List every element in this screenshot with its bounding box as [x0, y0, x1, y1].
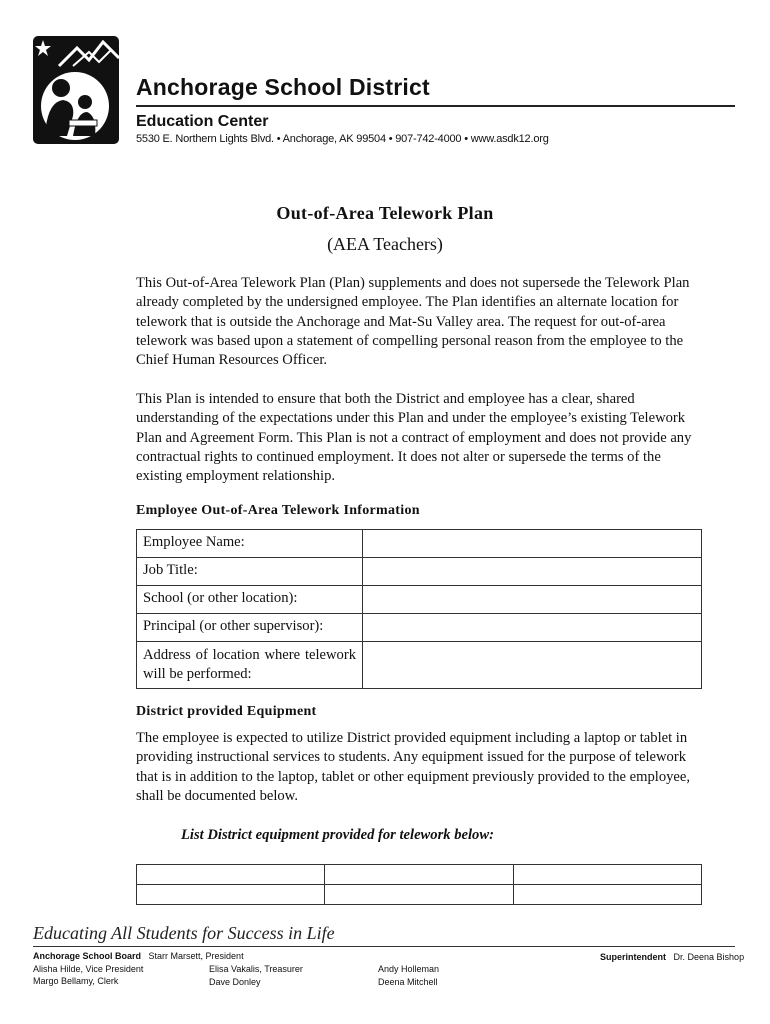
table-row: [137, 642, 702, 689]
org-name: Anchorage School District: [136, 74, 430, 100]
address-line: 5530 E. Northern Lights Blvd. • Anchorage, AK 99504 • 907-742-4000 • www.asdk12.org: [136, 133, 549, 145]
field-label: School (or other location):: [137, 586, 363, 614]
board-member: Dave Donley: [209, 977, 261, 987]
footer-divider: [33, 946, 735, 947]
board-member: Deena Mitchell: [378, 977, 438, 987]
intro-paragraph: This Out-of-Area Telework Plan (Plan) supplements and does not supersede the Telework Plan already completed by the undersigned employee. The Plan identifies an alternate location for telework that is outside the Anchorage and Mat-Su Valley area. The request for out-of-area telework was based upon a statement of compelling personal reason from the employee to the Chief Human Resources Officer.: [136, 275, 690, 369]
employee-name-field[interactable]: [363, 530, 702, 558]
equipment-cell[interactable]: [325, 865, 513, 885]
board-treasurer: Elisa Vakalis, Treasurer: [209, 964, 303, 974]
telework-address-field[interactable]: [363, 642, 702, 689]
board-line: [33, 951, 244, 961]
superintendent-label: Superintendent: [600, 952, 667, 962]
section-heading-employee-info: Employee Out-of-Area Telework Information: [136, 503, 420, 518]
table-row: [137, 586, 702, 614]
equipment-cell[interactable]: [137, 885, 325, 905]
school-location-field[interactable]: [363, 586, 702, 614]
employee-info-table: [136, 529, 702, 689]
district-logo: [33, 36, 119, 144]
board-clerk: Margo Bellamy, Clerk: [33, 976, 119, 986]
section-heading-equipment: District provided Equipment: [136, 704, 317, 719]
board-vice-president: Alisha Hilde, Vice President: [33, 964, 144, 974]
job-title-field[interactable]: [363, 558, 702, 586]
equipment-cell[interactable]: [513, 865, 701, 885]
equipment-cell[interactable]: [325, 885, 513, 905]
center-name: Education Center: [136, 113, 269, 130]
header-divider: [136, 105, 735, 107]
table-row: [137, 530, 702, 558]
board-label: Anchorage School Board: [33, 951, 142, 961]
superintendent-name: Dr. Deena Bishop: [673, 952, 745, 962]
equipment-cell[interactable]: [513, 885, 701, 905]
superintendent-line: [600, 952, 744, 962]
table-row: [137, 885, 702, 905]
document-title: Out-of-Area Telework Plan: [276, 203, 494, 223]
supervisor-field[interactable]: [363, 614, 702, 642]
field-label: Job Title:: [137, 558, 363, 586]
board-president: Starr Marsett, President: [148, 951, 244, 961]
purpose-paragraph: This Plan is intended to ensure that both the District and employee has a clear, shared understanding of the expectations under this Plan and under the employee’s existing Telework Plan and Agreement Form. This Plan is not a contract of employment and does not provide any contractual rights to continued employment. It does not alter or supersede the terms of the existing employment relationship.: [136, 391, 692, 485]
document-subtitle: (AEA Teachers): [327, 234, 443, 254]
equipment-paragraph: The employee is expected to utilize District provided equipment including a laptop or tablet in providing instructional services to students. Any equipment issued for the purpose of telework that is in addition to the laptop, tablet or other equipment previously provided to the employee, shall be documented below.: [136, 730, 691, 804]
table-row: [137, 614, 702, 642]
equipment-table: [136, 864, 702, 905]
field-label: Principal (or other supervisor):: [137, 614, 363, 642]
district-motto: Educating All Students for Success in Life: [33, 923, 335, 943]
board-member: Andy Holleman: [378, 964, 440, 974]
equipment-list-caption: List District equipment provided for telework below:: [181, 827, 494, 843]
field-label: Address of location where telework will be performed:: [137, 642, 363, 689]
table-row: [137, 558, 702, 586]
equipment-cell[interactable]: [137, 865, 325, 885]
field-label: Employee Name:: [137, 530, 363, 558]
table-row: [137, 865, 702, 885]
